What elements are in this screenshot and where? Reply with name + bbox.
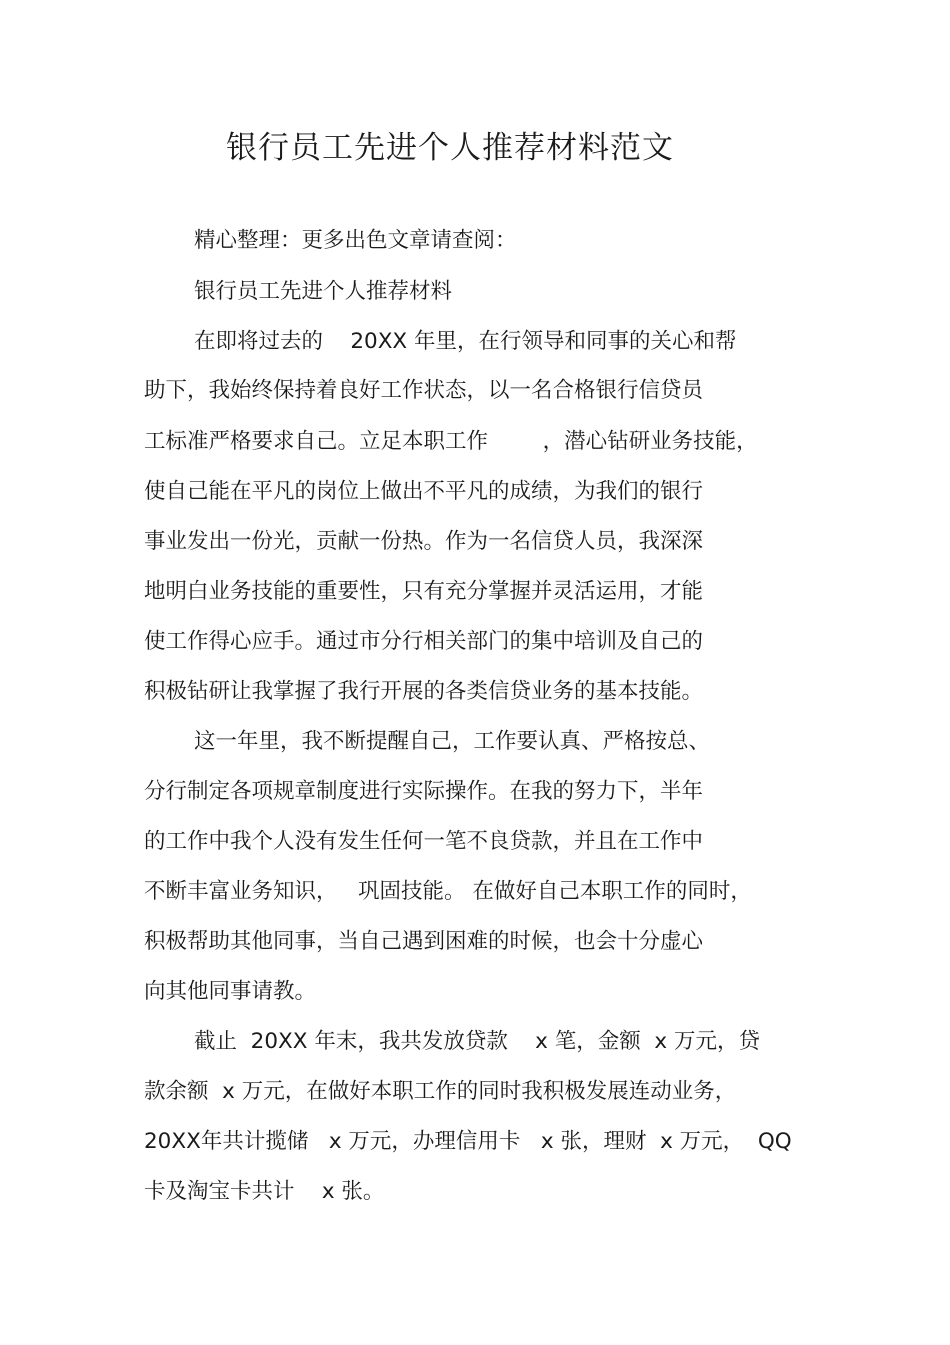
document-line: 不断丰富业务知识， 巩固技能。 在做好自己本职工作的同时，: [144, 879, 752, 904]
document-line: 的工作中我个人没有发生任何一笔不良贷款，并且在工作中: [144, 829, 704, 854]
document-line: 事业发出一份光，贡献一份热。作为一名信贷人员，我深深: [144, 529, 704, 554]
document-line: 分行制定各项规章制度进行实际操作。在我的努力下，半年: [144, 779, 704, 804]
document-line: 助下，我始终保持着良好工作状态，以一名合格银行信贷员: [144, 378, 704, 403]
document-line: 向其他同事请教。: [144, 979, 317, 1004]
document-line: 卡及淘宝卡共计 x 张。: [144, 1179, 385, 1204]
document-line: 截止 20XX 年末，我共发放贷款 x 笔，金额 x 万元，贷: [194, 1029, 760, 1054]
document-title: 银行员工先进个人推荐材料范文: [226, 130, 674, 166]
document-line: 20XX年共计揽储 x 万元，办理信用卡 x 张，理财 x 万元， QQ: [144, 1129, 792, 1154]
document-line: 在即将过去的 20XX 年里，在行领导和同事的关心和帮: [194, 329, 737, 354]
document-line: 精心整理：更多出色文章请查阅：: [194, 228, 517, 253]
document-line: 这一年里，我不断提醒自己，工作要认真、严格按总、: [194, 729, 711, 754]
document-line: 银行员工先进个人推荐材料: [194, 279, 453, 304]
document-line: 工标准严格要求自己。立足本职工作 ，潜心钻研业务技能，: [144, 429, 758, 454]
document-line: 使自己能在平凡的岗位上做出不平凡的成绩，为我们的银行: [144, 479, 704, 504]
document-line: 积极帮助其他同事，当自己遇到困难的时候，也会十分虚心: [144, 929, 704, 954]
document-line: 积极钻研让我掌握了我行开展的各类信贷业务的基本技能。: [144, 679, 704, 704]
document-line: 款余额 x 万元，在做好本职工作的同时我积极发展连动业务，: [144, 1079, 737, 1104]
document-line: 使工作得心应手。通过市分行相关部门的集中培训及自己的: [144, 629, 704, 654]
document-line: 地明白业务技能的重要性，只有充分掌握并灵活运用，才能: [144, 579, 704, 604]
